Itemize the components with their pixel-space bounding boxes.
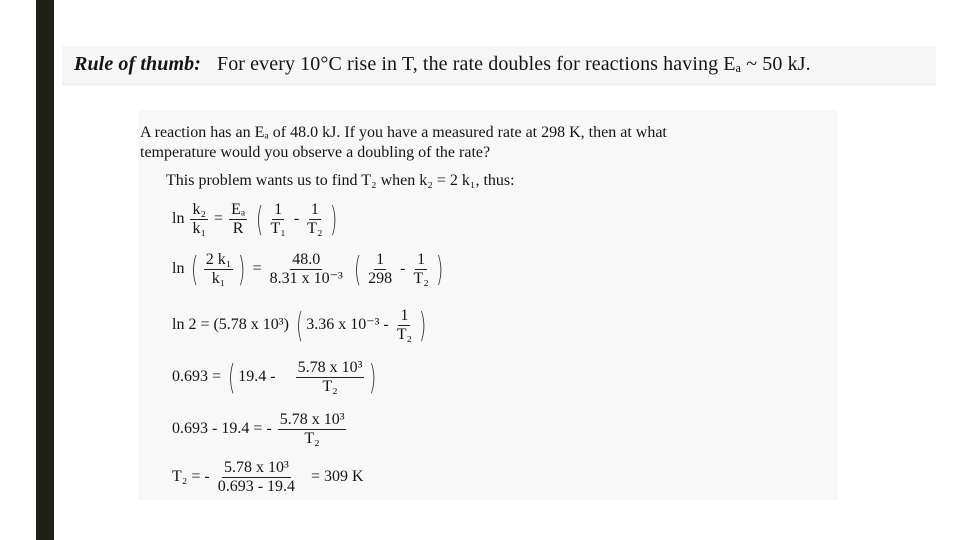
rule-label: Rule of thumb: [74,53,201,75]
fraction: $\frac{\text{5.78 x 10³}}{0.693 - 19.4}$ [217,459,296,495]
fraction: $\frac{1}{298}$ [368,251,393,287]
rule-of-thumb-banner [62,46,936,85]
rule-of-thumb-text [74,53,811,76]
equation-6: T₂ = - $\frac{\text{5.78 x 10³}}{0.693 - 19.4}$ = 309 K [172,459,364,495]
rule-statement: For every 10°C rise in T, the rate doubles for reactions having Eₐ ~ 50 kJ. [216,53,811,75]
fraction: $\frac{1}{\text{T₂}}$ [396,307,413,343]
fraction: $\frac{1}{\text{T₁}}$ [270,201,286,237]
left-accent-bar [36,0,54,540]
equation-2: ln ( $\frac{\text{2 k₁}}{\text{k₁}}$ ) = $\frac{48.0}{\text{8.31 x 10⁻³}}$ ( $\frac{1}{298}$ - $\frac{1}{\text{T₂}}$ ) [172,249,444,290]
fraction: $\frac{1}{\text{T₂}}$ [307,201,323,237]
fraction: $\frac{1}{\text{T₂}}$ [413,251,429,287]
problem-line-3: This problem wants us to find T₂ when k₂ = 2 k₁, thus: [166,172,515,189]
equation-5: 0.693 - 19.4 = - $\frac{\text{5.78 x 10³}}{\text{T₂}}$ [172,411,345,447]
problem-panel [138,110,838,500]
fraction: $\frac{\text{k₂}}{\text{k₁}}$ [192,201,207,237]
equation-4: 0.693 = ( 19.4 - $\frac{\text{5.78 x 10³}}{\text{T₂}}$ ) [172,357,377,398]
fraction: $\frac{\text{2 k₁}}{\text{k₁}}$ [205,251,232,287]
problem-line-1: A reaction has an Eₐ of 48.0 kJ. If you have a measured rate at 298 K, then at what [140,124,667,141]
problem-line-2: temperature would you observe a doubling of the rate? [140,144,491,161]
fraction: $\frac{\text{5.78 x 10³}}{\text{T₂}}$ [297,359,363,395]
fraction: $\frac{48.0}{\text{8.31 x 10⁻³}}$ [269,251,343,287]
equation-3: ln 2 = (5.78 x 10³) ( 3.36 x 10⁻³ - $\frac{1}{\text{T₂}}$ ) [172,305,427,346]
final-answer: = 309 K [311,468,364,486]
fraction: $\frac{\text{Eₐ}}{R}$ [231,201,246,237]
fraction: $\frac{\text{5.78 x 10³}}{\text{T₂}}$ [279,411,345,447]
equation-1: ln $\frac{\text{k₂}}{\text{k₁}}$ = $\frac{\text{Eₐ}}{R}$ ( $\frac{1}{\text{T₁}}$ - $\frac{1}{\text{T₂}}$ ) [172,199,337,240]
